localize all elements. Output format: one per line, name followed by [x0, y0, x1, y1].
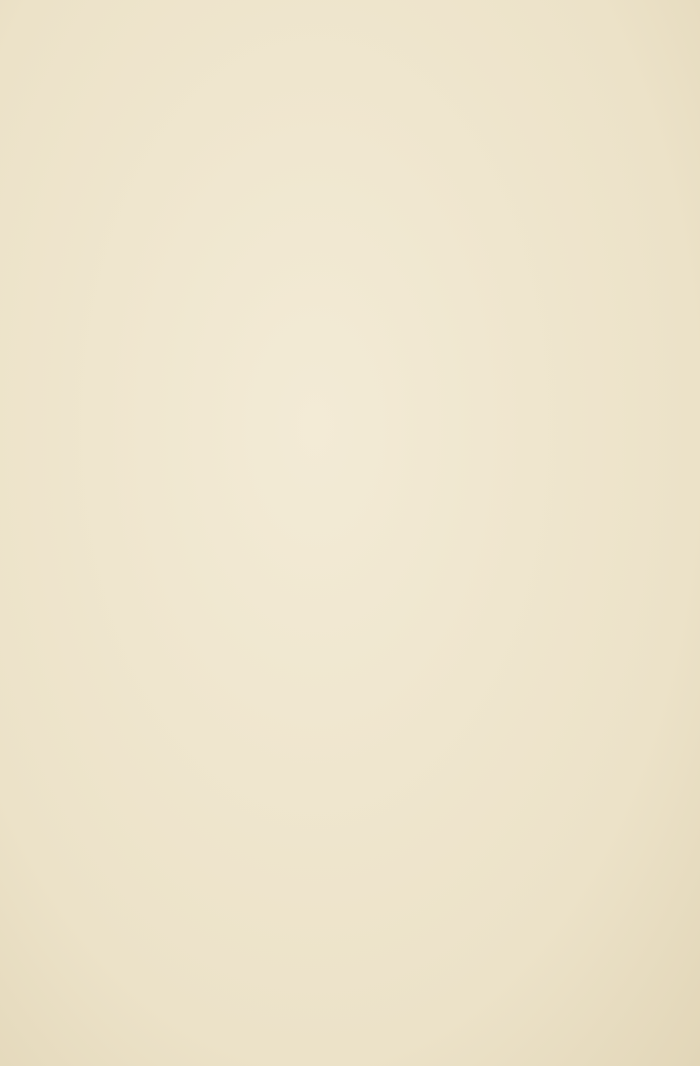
- syllogism-schemes-table: [34, 664, 534, 886]
